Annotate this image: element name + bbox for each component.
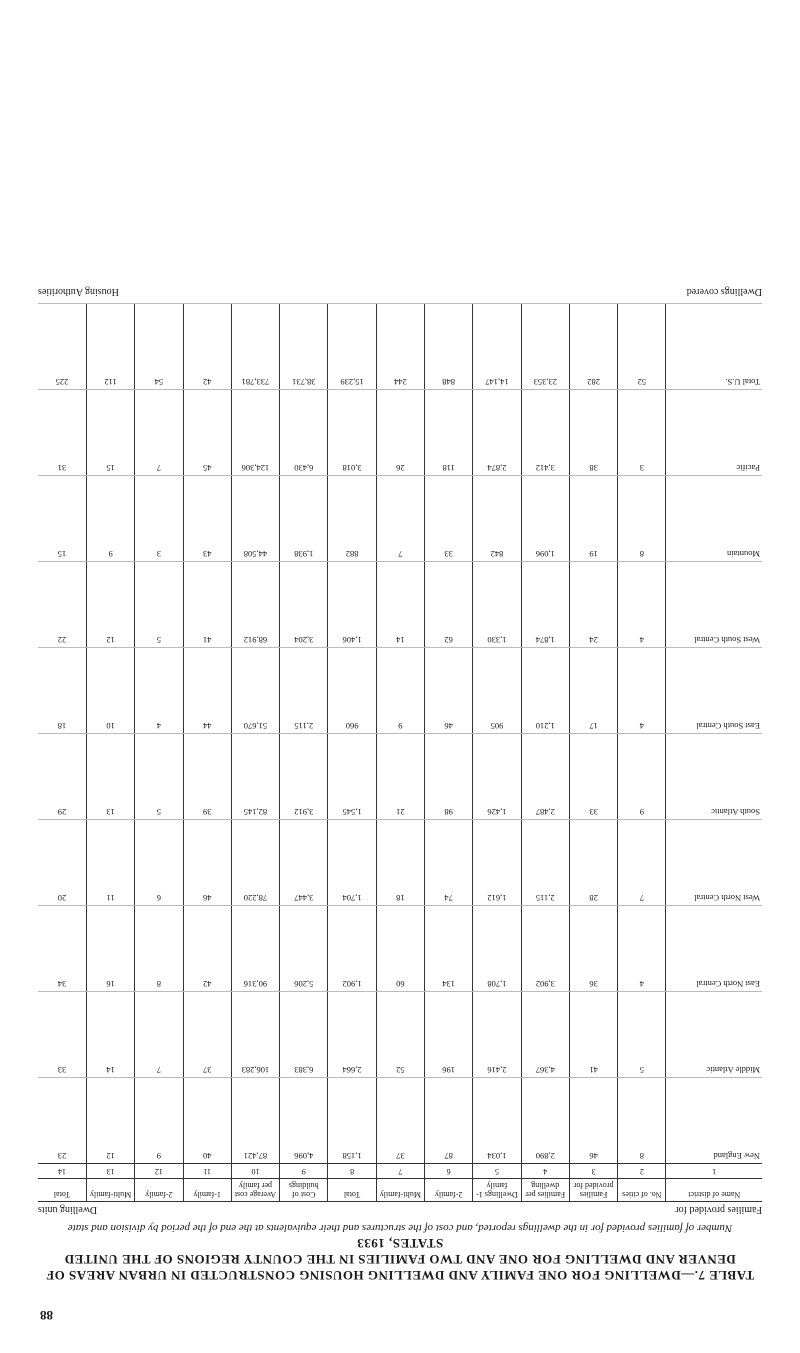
table-cell: 4 — [618, 906, 666, 992]
table-row — [38, 1078, 762, 1164]
column-number: 5 — [473, 1164, 521, 1179]
column-number: 4 — [521, 1164, 569, 1179]
table-cell: 13 — [86, 734, 134, 820]
table-cell: 5,206 — [280, 906, 328, 992]
table-row — [38, 304, 762, 390]
table-cell: 20 — [38, 820, 86, 906]
row-label: West South Central — [666, 562, 762, 648]
table-cell: 8 — [618, 476, 666, 562]
title-block — [38, 1221, 762, 1283]
table-cell: 23,353 — [521, 304, 569, 390]
row-label: Total U.S. — [666, 304, 762, 390]
column-header: 2-family — [425, 1179, 473, 1202]
header-left: Families provided for — [675, 1204, 762, 1215]
table-cell: 37 — [183, 992, 231, 1078]
column-number: 8 — [328, 1164, 376, 1179]
table-row — [38, 820, 762, 906]
table-cell: 733,781 — [231, 304, 279, 390]
table-cell: 112 — [86, 304, 134, 390]
table-cell: 60 — [376, 906, 424, 992]
table-cell: 41 — [569, 992, 617, 1078]
table-cell: 9 — [86, 476, 134, 562]
table-cell: 78,220 — [231, 820, 279, 906]
table-cell: 33 — [38, 992, 86, 1078]
table-cell: 1,406 — [328, 562, 376, 648]
table-cell: 5 — [618, 992, 666, 1078]
table-cell: 848 — [425, 304, 473, 390]
table-cell: 43 — [183, 476, 231, 562]
column-header: Cost of buildings — [280, 1179, 328, 1202]
column-header: Total — [38, 1179, 86, 1202]
table-cell: 960 — [328, 648, 376, 734]
table-cell: 18 — [376, 820, 424, 906]
table-cell: 44 — [183, 648, 231, 734]
table-cell: 33 — [569, 734, 617, 820]
table-cell: 17 — [569, 648, 617, 734]
table-cell: 22 — [38, 562, 86, 648]
table-cell: 2,890 — [521, 1078, 569, 1164]
column-number: 12 — [135, 1164, 183, 1179]
column-header: Multi-family — [86, 1179, 134, 1202]
table-cell: 15,239 — [328, 304, 376, 390]
table-cell: 3 — [618, 390, 666, 476]
table-cell: 9 — [376, 648, 424, 734]
table-cell: 87 — [425, 1078, 473, 1164]
table-cell: 118 — [425, 390, 473, 476]
table-cell: 1,545 — [328, 734, 376, 820]
table-cell: 1,708 — [473, 906, 521, 992]
table-title: TABLE 7.—DWELLING FOR ONE FAMILY AND DWELLING HOUSING CONSTRUCTED IN URBAN AREAS OF DENVER AND DWELLING FOR ONE AND TWO FAMILIES IN THE COUNTY REGIONS OF THE UNITED STATES, 1933 — [45, 1236, 755, 1283]
footer — [38, 286, 762, 297]
table-cell: 36 — [569, 906, 617, 992]
table-cell: 2,115 — [280, 648, 328, 734]
table-cell: 15 — [38, 476, 86, 562]
column-header: Dwellings 1-family — [473, 1179, 521, 1202]
column-header: Families provided for — [569, 1179, 617, 1202]
table-cell: 12 — [86, 562, 134, 648]
page-number: 88 — [40, 1308, 53, 1323]
row-label: West North Central — [666, 820, 762, 906]
table-cell: 882 — [328, 476, 376, 562]
table-cell: 1,096 — [521, 476, 569, 562]
column-header: Families per dwelling — [521, 1179, 569, 1202]
column-header: No. of cities — [618, 1179, 666, 1202]
column-number: 13 — [86, 1164, 134, 1179]
row-label: Mountain — [666, 476, 762, 562]
table-cell: 6,383 — [280, 992, 328, 1078]
table-row — [38, 476, 762, 562]
table-cell: 45 — [183, 390, 231, 476]
table-cell: 9 — [135, 1078, 183, 1164]
table-cell: 7 — [618, 820, 666, 906]
column-number: 7 — [376, 1164, 424, 1179]
table-cell: 5 — [135, 562, 183, 648]
row-label: East North Central — [666, 906, 762, 992]
table-cell: 5 — [135, 734, 183, 820]
table-cell: 34 — [38, 906, 86, 992]
table-cell: 106,283 — [231, 992, 279, 1078]
table-cell: 282 — [569, 304, 617, 390]
table-cell: 842 — [473, 476, 521, 562]
table-cell: 10 — [86, 648, 134, 734]
table-row — [38, 390, 762, 476]
table-row — [38, 562, 762, 648]
table-cell: 37 — [376, 1078, 424, 1164]
column-header: Name of district — [666, 1179, 762, 1202]
table-cell: 42 — [183, 906, 231, 992]
table-cell: 134 — [425, 906, 473, 992]
table-cell: 2,487 — [521, 734, 569, 820]
table-cell: 46 — [183, 820, 231, 906]
table-header-row — [38, 1179, 762, 1202]
table-cell: 1,612 — [473, 820, 521, 906]
column-number: 14 — [38, 1164, 86, 1179]
table-cell: 21 — [376, 734, 424, 820]
table-cell: 9 — [618, 734, 666, 820]
table-cell: 14,147 — [473, 304, 521, 390]
table-cell: 1,158 — [328, 1078, 376, 1164]
table-cell: 19 — [569, 476, 617, 562]
table-cell: 28 — [569, 820, 617, 906]
table-cell: 42 — [183, 304, 231, 390]
table-cell: 3 — [135, 476, 183, 562]
table-cell: 4 — [618, 648, 666, 734]
row-label: New England — [666, 1078, 762, 1164]
table-cell: 38 — [569, 390, 617, 476]
table-cell: 44,508 — [231, 476, 279, 562]
table-cell: 46 — [425, 648, 473, 734]
table-cell: 46 — [569, 1078, 617, 1164]
table-cell: 3,912 — [280, 734, 328, 820]
table-cell: 1,210 — [521, 648, 569, 734]
table-cell: 18 — [38, 648, 86, 734]
table-cell: 62 — [425, 562, 473, 648]
row-label: Pacific — [666, 390, 762, 476]
row-label: South Atlantic — [666, 734, 762, 820]
table-cell: 124,306 — [231, 390, 279, 476]
table-cell: 87,421 — [231, 1078, 279, 1164]
table-cell: 29 — [38, 734, 86, 820]
table-cell: 24 — [569, 562, 617, 648]
table-cell: 2,664 — [328, 992, 376, 1078]
table-cell: 196 — [425, 992, 473, 1078]
column-number: 6 — [425, 1164, 473, 1179]
table-cell: 8 — [618, 1078, 666, 1164]
table-cell: 1,426 — [473, 734, 521, 820]
table-cell: 38,731 — [280, 304, 328, 390]
table-cell: 6 — [135, 820, 183, 906]
table-cell: 39 — [183, 734, 231, 820]
column-number: 9 — [280, 1164, 328, 1179]
data-table — [38, 303, 762, 1202]
table-cell: 23 — [38, 1078, 86, 1164]
table-cell: 12 — [86, 1078, 134, 1164]
table-cell: 244 — [376, 304, 424, 390]
footer-right: Housing Authorities — [38, 286, 119, 297]
table-cell: 7 — [376, 476, 424, 562]
table-cell: 14 — [376, 562, 424, 648]
table-cell: 33 — [425, 476, 473, 562]
table-cell: 14 — [86, 992, 134, 1078]
table-row — [38, 648, 762, 734]
row-label: East South Central — [666, 648, 762, 734]
column-number: 3 — [569, 1164, 617, 1179]
table-cell: 54 — [135, 304, 183, 390]
column-header: 2-family — [135, 1179, 183, 1202]
table-cell: 16 — [86, 906, 134, 992]
column-number-row — [38, 1164, 762, 1179]
table-cell: 7 — [135, 390, 183, 476]
table-cell: 52 — [376, 992, 424, 1078]
table-cell: 26 — [376, 390, 424, 476]
table-cell: 4,367 — [521, 992, 569, 1078]
column-header: Total — [328, 1179, 376, 1202]
table-cell: 41 — [183, 562, 231, 648]
table-cell: 68,912 — [231, 562, 279, 648]
table-cell: 3,447 — [280, 820, 328, 906]
table-cell: 2,416 — [473, 992, 521, 1078]
table-cell: 90,316 — [231, 906, 279, 992]
table-row — [38, 906, 762, 992]
header-right: Dwelling units — [38, 1204, 98, 1215]
table-cell: 905 — [473, 648, 521, 734]
table-cell: 1,902 — [328, 906, 376, 992]
footer-left: Dwellings covered — [686, 286, 762, 297]
table-cell: 1,330 — [473, 562, 521, 648]
table-cell: 74 — [425, 820, 473, 906]
table-cell: 15 — [86, 390, 134, 476]
table-subtitle: Number of families provided for in the dwellings reported, and cost of the structures and their equivalents at the end of the period by division and state — [67, 1222, 733, 1234]
table-cell: 3,902 — [521, 906, 569, 992]
table-cell: 1,874 — [521, 562, 569, 648]
table-cell: 7 — [135, 992, 183, 1078]
table-cell: 3,018 — [328, 390, 376, 476]
column-header: Multi-family — [376, 1179, 424, 1202]
table-cell: 11 — [86, 820, 134, 906]
table-row — [38, 734, 762, 820]
column-number: 11 — [183, 1164, 231, 1179]
header-row — [38, 1204, 762, 1215]
table-cell: 225 — [38, 304, 86, 390]
column-number: 10 — [231, 1164, 279, 1179]
table-cell: 51,670 — [231, 648, 279, 734]
column-number: 1 — [666, 1164, 762, 1179]
table-cell: 8 — [135, 906, 183, 992]
column-header: Average cost per family — [231, 1179, 279, 1202]
table-cell: 40 — [183, 1078, 231, 1164]
column-number: 2 — [618, 1164, 666, 1179]
column-header: 1-family — [183, 1179, 231, 1202]
row-label: Middle Atlantic — [666, 992, 762, 1078]
table-cell: 1,034 — [473, 1078, 521, 1164]
table-cell: 3,412 — [521, 390, 569, 476]
table-cell: 1,704 — [328, 820, 376, 906]
table-cell: 31 — [38, 390, 86, 476]
table-cell: 52 — [618, 304, 666, 390]
table-cell: 82,145 — [231, 734, 279, 820]
table-cell: 1,938 — [280, 476, 328, 562]
table-cell: 3,204 — [280, 562, 328, 648]
table-cell: 4 — [135, 648, 183, 734]
table-cell: 98 — [425, 734, 473, 820]
table-body — [38, 304, 762, 1164]
table-cell: 4,096 — [280, 1078, 328, 1164]
table-row — [38, 992, 762, 1078]
table-cell: 2,115 — [521, 820, 569, 906]
table-cell: 6,430 — [280, 390, 328, 476]
table-cell: 2,874 — [473, 390, 521, 476]
table-cell: 4 — [618, 562, 666, 648]
